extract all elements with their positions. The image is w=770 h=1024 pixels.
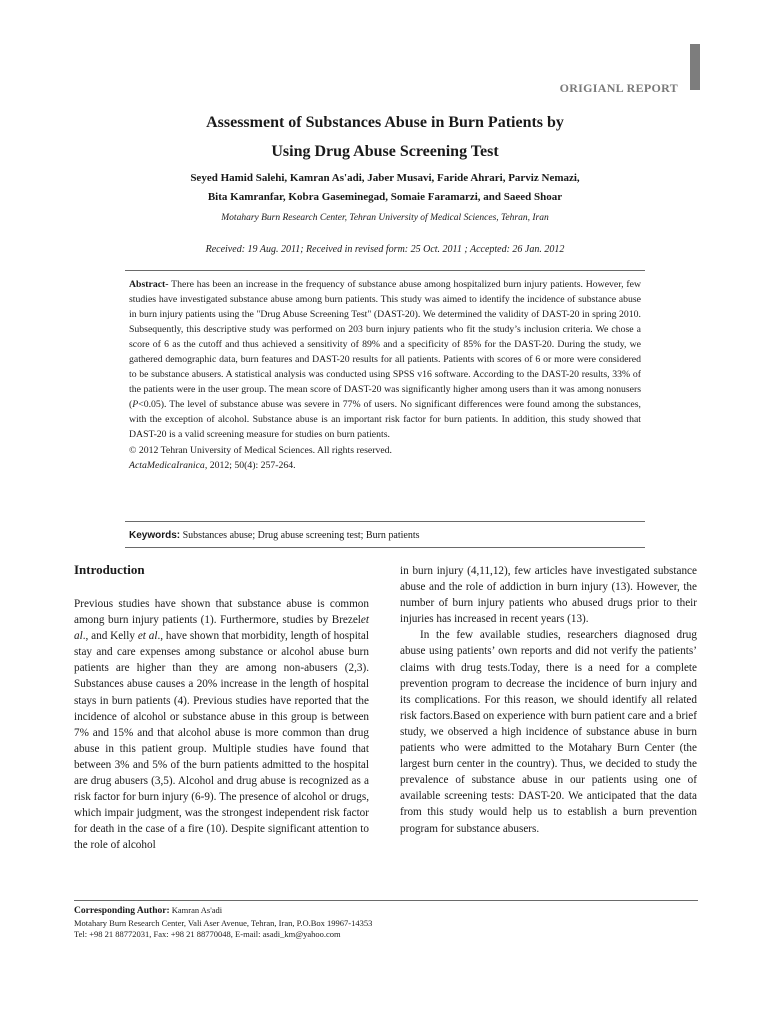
keywords-label: Keywords: <box>129 530 181 541</box>
article-title-line-2: Using Drug Abuse Screening Test <box>271 143 499 160</box>
header-marker-bar <box>690 44 700 90</box>
authors-line-1: Seyed Hamid Salehi, Kamran As'adi, Jaber Musavi, Faride Ahrari, Parviz Nemazi, <box>190 172 580 184</box>
abstract-text-1: There has been an increase in the frequency of substance abuse among hospitalized burn injury patients. However, few studies have investigated substance abuse among burn patients. This study was aimed to identify the incidence of substance abuse in burn injury patients using the "Drug Abuse Screening Test" (DAST-20). We determined the validity of DAST-20 in spring 2010. Subsequently, this descriptive study was performed on 203 burn injury patients who fit the study’s inclusion criteria. We chose a score of 6 as the cutoff and thus achieved a sensitivity of 89% and a specificity of 85% for the DAST-20. During the study, we gathered demographic data, burn features and DAST-20 results for all patients. Patients with scores of 6 or more were considered to be substance abusers. A statistical analysis was conducted using SPSS v16 software. According to the DAST-20 results, 33% of the patients were in the user group. The mean score of DAST-20 was significantly higher among users than it was among nonusers ( <box>129 279 641 411</box>
et-al-2: et al <box>137 630 158 643</box>
abstract-top-rule <box>125 270 645 271</box>
copyright-notice: © 2012 Tehran University of Medical Sciences. All rights reserved. <box>129 444 392 456</box>
abstract-label: Abstract- <box>129 279 169 290</box>
report-type-label: ORIGIANL REPORT <box>559 81 678 95</box>
abstract-text-2: <0.05). The level of substance abuse was severe in 77% of users. No significant differences were found among the substances, with the exception of alcohol. Substance abuse is an important risk factor for burn patients. In addition, this study showed that DAST-20 is a valid screening measure for studies on burn patients. <box>129 399 641 441</box>
keywords-line <box>129 530 649 541</box>
left-text-b: ., and Kelly <box>82 630 138 643</box>
right-column <box>400 563 697 837</box>
right-paragraph-2: In the few available studies, researchers diagnosed drug abuse using patients’ own reports and did not verify the patients’ claims with drug tests.Today, there is a need for a complete prevention program to decrease the incidence of burn injury and its complications. For this reason, we should identify all related risk factors.Based on experience with burn patient care and a brief study, we observed a high incidence of substance abuse in burn patients who were admitted to the Motahary Burn Center (the largest burn center in the country). Thus, we decided to study the prevalence of substance abuse in our patients using one of available screening tests: DAST-20. We anticipated that the data from this study would help us to establish a burn prevention program for substance abusers. <box>400 629 697 835</box>
abstract-block <box>129 277 641 473</box>
abstract-p-symbol: P <box>132 399 139 411</box>
article-title-line-1: Assessment of Substances Abuse in Burn Patients by <box>206 114 564 131</box>
footer-rule <box>74 900 698 901</box>
left-column <box>74 596 369 854</box>
et-al-1: et al <box>74 614 369 643</box>
citation-details: , 2012; 50(4): 257-264. <box>204 459 296 471</box>
authors-line-2: Bita Kamranfar, Kobra Gaseminegad, Somaie Faramarzi, and Saeed Shoar <box>207 191 563 203</box>
keywords-bottom-rule <box>125 547 645 548</box>
corresponding-author-name: Kamran As'adi <box>171 905 223 915</box>
corresponding-author-footer <box>74 905 372 941</box>
right-paragraph-1: in burn injury (4,11,12), few articles have investigated substance abuse and the role of addiction in burn injury (13). However, the number of burn injury patients who abused drugs prior to their injuries has increased in recent years (13). <box>400 565 697 626</box>
left-text-c: ., have shown that morbidity, length of hospital stay and care expenses among substance or alcohol abuse burn patients are higher than they are among non-abusers (2,3). Substances abuse causes a 20% increase in the length of hospital stays in burn patients (4). Previous studies have reported that the incidence of alcohol or substance abuse in this group is between 7% and 15% and that alcohol abuse is more common than drug abuse in this patient group. Multiple studies have found that between 3% and 5% of the burn patients admitted to the hospital are drug abusers (3,5). Alcohol and drug abuse is recognized as a risk factor for burn injury (6-9). The presence of alcohol or drugs, which impair judgment, was the strongest independent risk factor for death in the case of a fire (10). Despite significant attention to the role of alcohol <box>74 630 369 852</box>
keywords-text: Substances abuse; Drug abuse screening test; Burn patients <box>182 530 420 541</box>
author-contact: Tel: +98 21 88772031, Fax: +98 21 88770048, E-mail: asadi_km@yahoo.com <box>74 929 341 940</box>
left-text-a: Previous studies have shown that substance abuse is common among burn injury patients (1). Furthermore, studies by Brezel <box>74 598 369 627</box>
affiliation: Motahary Burn Research Center, Tehran University of Medical Sciences, Tehran, Iran <box>221 213 549 223</box>
citation-journal: ActaMedicaIranica <box>129 459 205 471</box>
abstract-bottom-rule <box>125 521 645 522</box>
received-dates: Received: 19 Aug. 2011; Received in revised form: 25 Oct. 2011 ; Accepted: 26 Jan. 2012 <box>205 244 565 255</box>
author-address: Motahary Burn Research Center, Vali Aser Avenue, Tehran, Iran, P.O.Box 19967-14353 <box>74 917 373 928</box>
introduction-heading: Introduction <box>74 562 145 577</box>
left-paragraph <box>74 596 369 854</box>
corresponding-author-label: Corresponding Author: <box>74 906 170 916</box>
